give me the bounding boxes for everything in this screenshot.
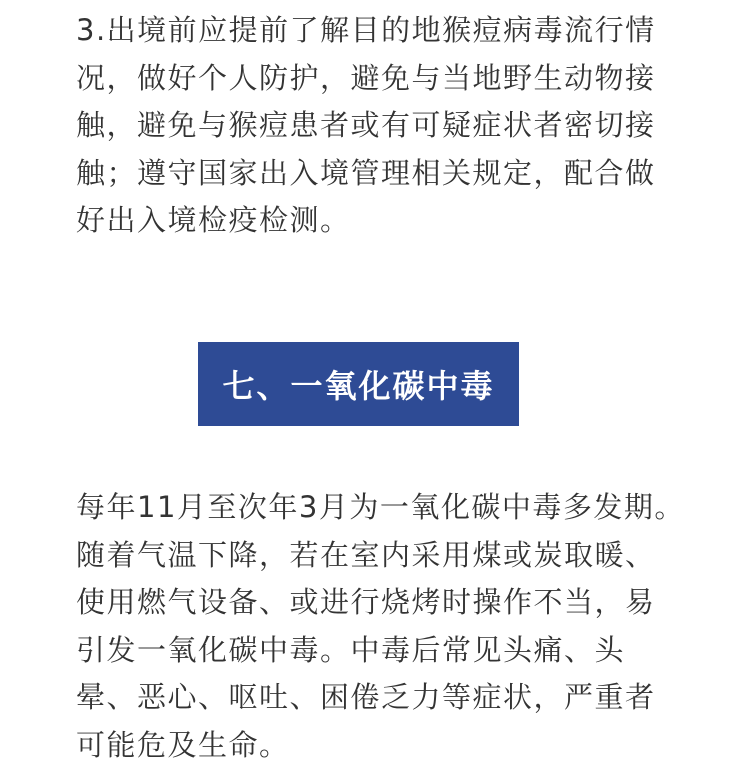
- paragraph-line: 触；遵守国家出入境管理相关规定，配合做: [76, 155, 656, 190]
- paragraph-line: 触，避免与猴痘患者或有可疑症状者密切接: [76, 108, 656, 142]
- paragraph-line: 使用燃气设备、或进行烧烤时操作不当，易: [76, 585, 656, 619]
- paragraph-line: 每年11月至次年3月为一氧化碳中毒多发期。: [76, 490, 685, 524]
- paragraph-line: 引发一氧化碳中毒。中毒后常见头痛、头: [76, 632, 626, 667]
- paragraph-monkeypox-travel-advice: [76, 7, 676, 245]
- paragraph-line: 况，做好个人防护，避免与当地野生动物接: [76, 60, 656, 95]
- paragraph-line: 可能危及生命。: [76, 727, 290, 762]
- paragraph-line: 3.出境前应提前了解目的地猴痘病毒流行情: [76, 13, 656, 47]
- paragraph-line: 晕、恶心、呕吐、困倦乏力等症状，严重者: [76, 680, 656, 714]
- paragraph-line: 随着气温下降，若在室内采用煤或炭取暖、: [76, 537, 656, 572]
- paragraph-carbon-monoxide-info: [76, 484, 685, 769]
- paragraph-line: 好出入境检疫检测。: [76, 203, 351, 237]
- section-heading-carbon-monoxide: 七、一氧化碳中毒: [198, 342, 519, 426]
